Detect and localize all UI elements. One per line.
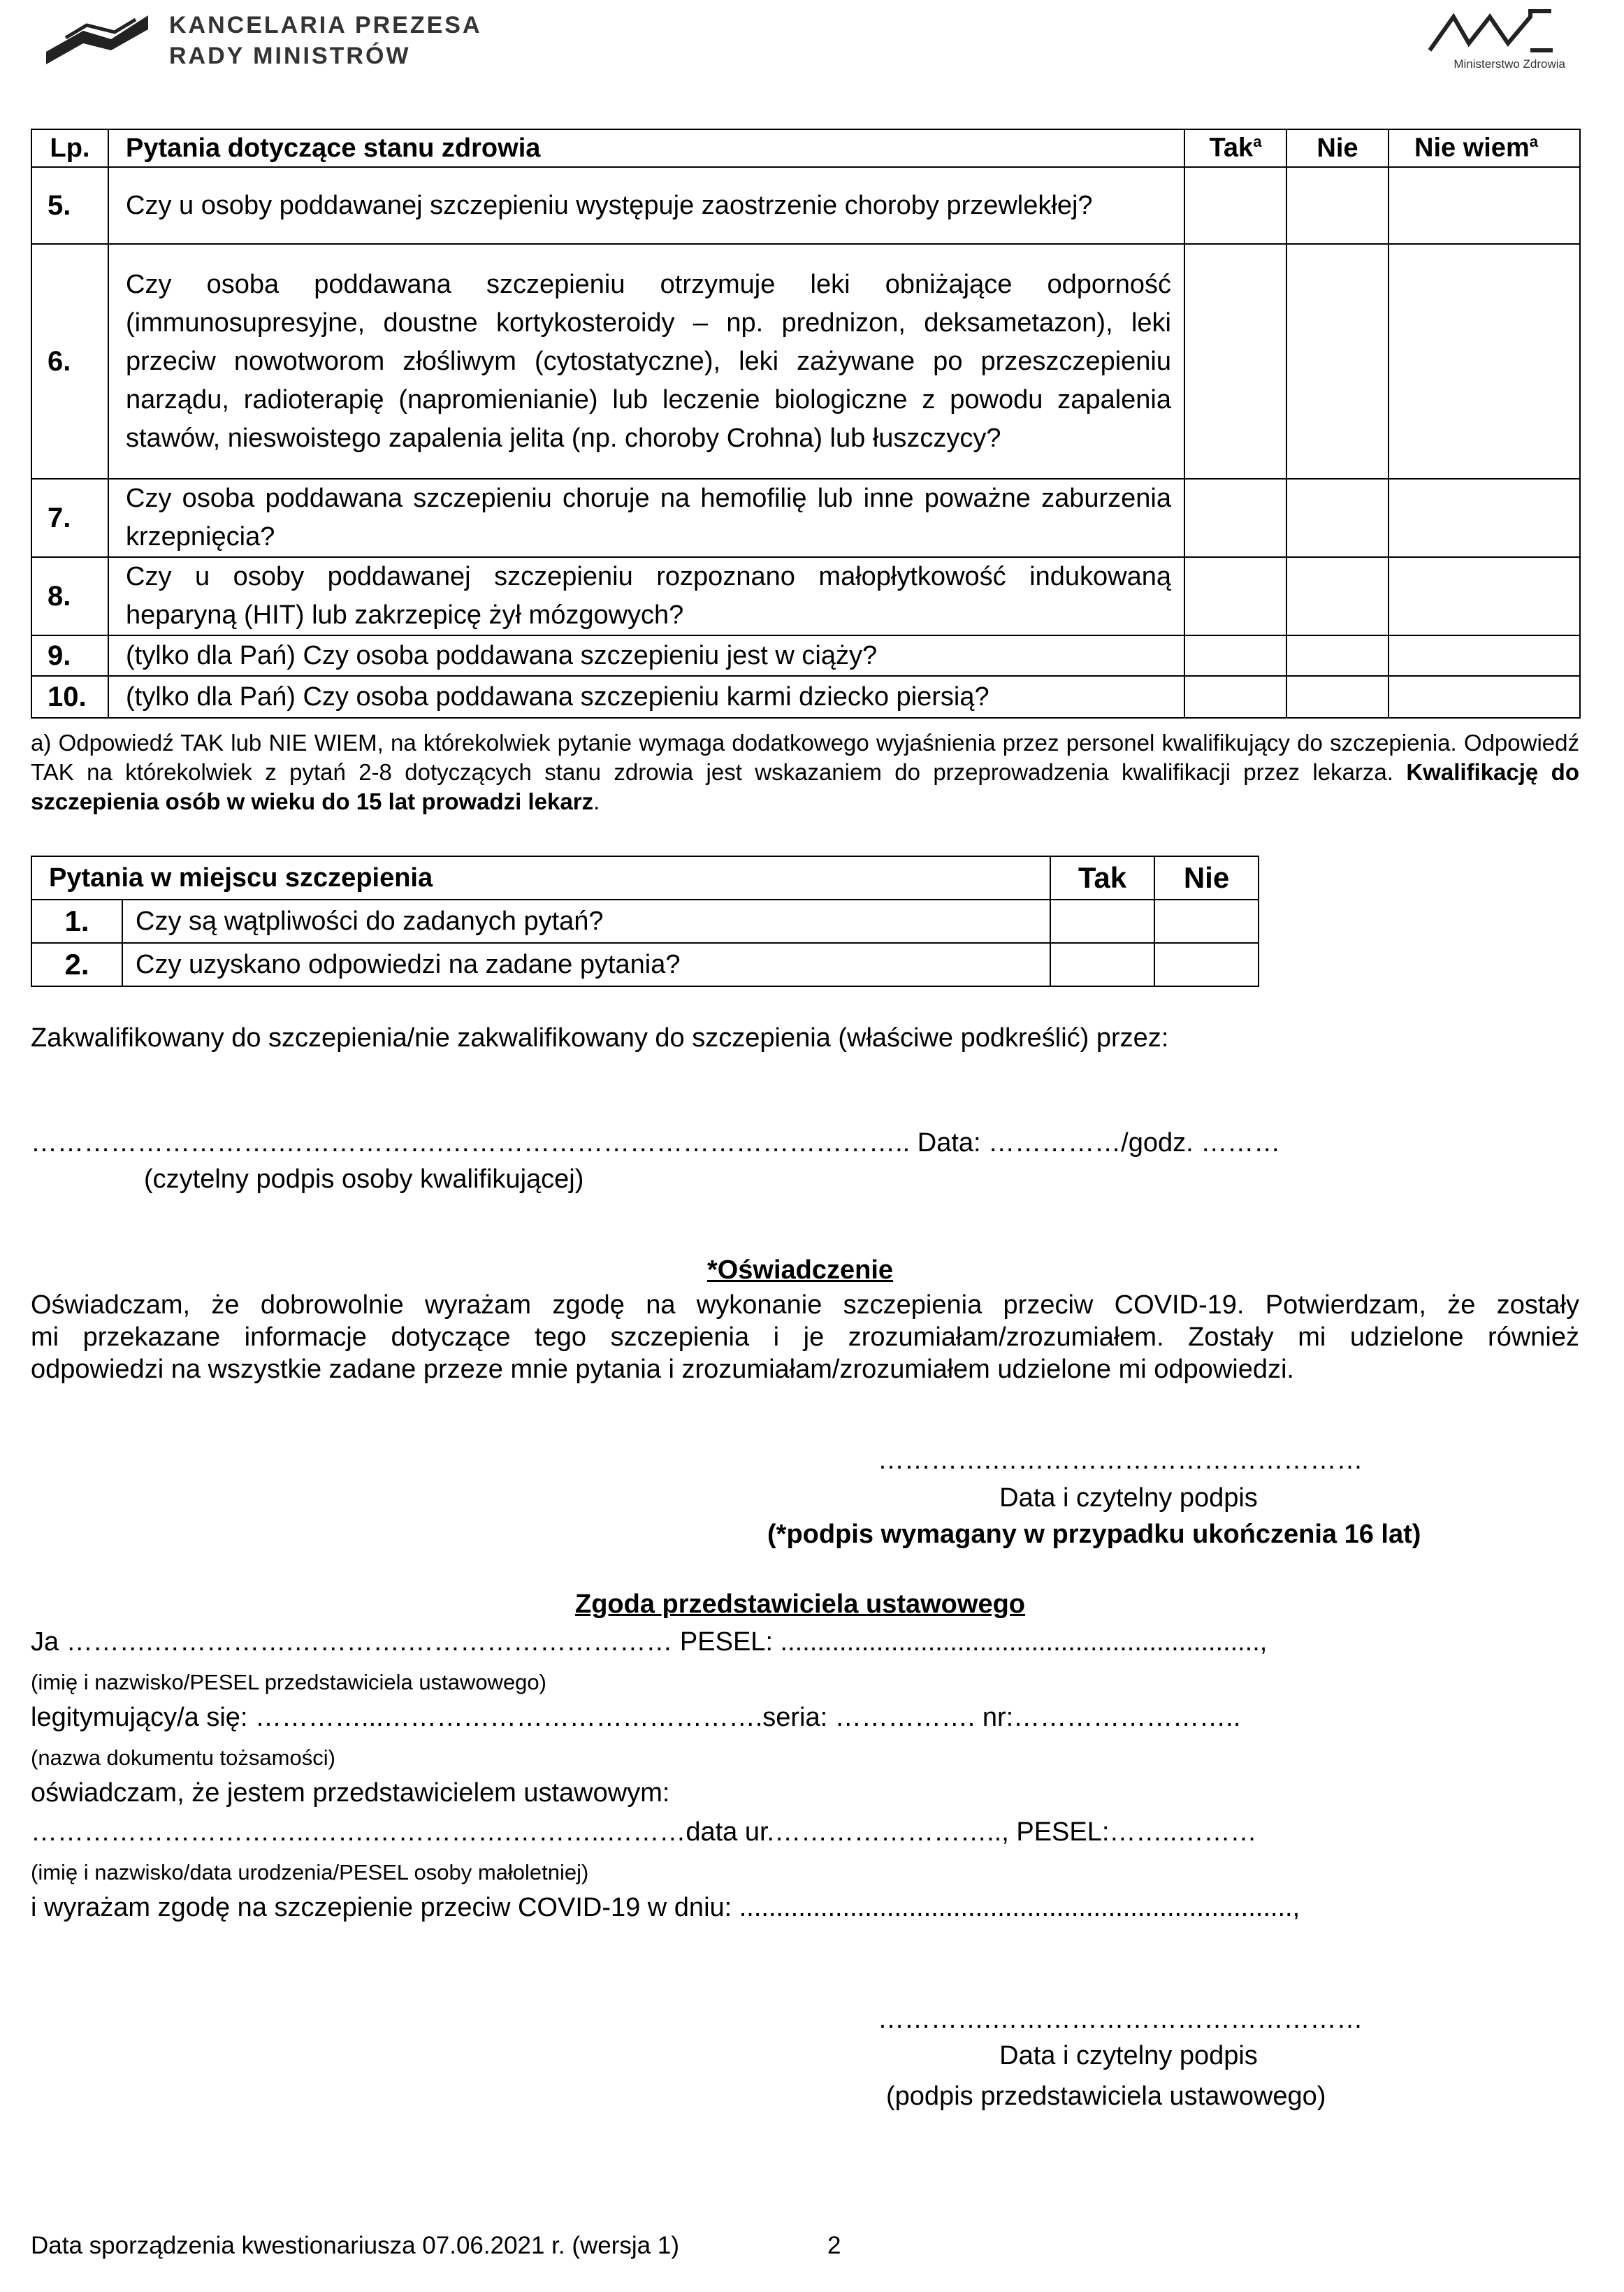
qualification-line: Zakwalifikowany do szczepienia/nie zakwalifikowany do szczepienia (właściwe podkreślić) przez:	[31, 1023, 1169, 1053]
table-row	[31, 635, 1580, 676]
answer-dont-know-cell[interactable]	[1389, 244, 1580, 479]
question-text: (tylko dla Pań) Czy osoba poddawana szczepieniu karmi dziecko piersią?	[108, 676, 1184, 718]
footnote-marker: a	[1529, 133, 1538, 151]
guardian-caption-document: (nazwa dokumentu tożsamości)	[31, 1745, 335, 1770]
col-header-yes	[1184, 129, 1286, 167]
question-text: Czy osoba poddawana szczepieniu otrzymuje leki obniżające odporność (immunosupresyjne, doustne kortykosteroidy – np. prednizon, deksametazon), leki przeciw nowotworom złośliwym (cytostatyczne), leki zażywane po przeszczepieniu narządu, radioterapię (napromienianie) lub leczenie biologiczne z powodu zapalenia stawów, nieswoistego zapalenia jelita (np. choroby Crohna) lub łuszczycy?	[108, 244, 1184, 479]
answer-no-cell[interactable]	[1286, 167, 1389, 244]
answer-no-cell[interactable]	[1286, 479, 1389, 557]
guardian-caption-name-pesel: (imię i nazwisko/PESEL przedstawiciela ustawowego)	[31, 1670, 546, 1694]
question-text: Czy u osoby poddawanej szczepieniu rozpoznano małopłytkowość indukowaną heparyną (HIT) lub zakrzepicę żył mózgowych?	[108, 557, 1184, 635]
guardian-signature-caption-2: (podpis przedstawiciela ustawowego)	[886, 2082, 1326, 2111]
site-questions-table	[31, 856, 1259, 987]
footer-text: Data sporządzenia kwestionariusza 07.06.2021 r. (wersja 1)	[31, 2232, 679, 2259]
declaration-note: (*podpis wymagany w przypadku ukończenia 16 lat)	[767, 1520, 1421, 1549]
table-row	[31, 557, 1580, 635]
col-header-no: Lp.	[31, 129, 108, 167]
guardian-consent-line[interactable]: i wyrażam zgodę na szczepienie przeciw COVID-19 w dniu: ...........................................................................,	[31, 1893, 1300, 1922]
ministry-name: Ministerstwo Zdrowia	[1453, 57, 1565, 71]
question-text: Czy osoba poddawana szczepieniu choruje na hemofilię lub inne poważne zaburzenia krzepnięcia?	[108, 479, 1184, 557]
declaration-text	[31, 1289, 1579, 1385]
row-number: 9.	[31, 635, 108, 676]
footnote-end: .	[593, 788, 600, 814]
answer-yes-cell[interactable]	[1184, 244, 1286, 479]
table-header-row	[31, 129, 1580, 167]
table-row	[31, 167, 1580, 244]
answer-dont-know-cell[interactable]	[1389, 557, 1580, 635]
answer-yes-cell[interactable]	[1050, 900, 1154, 943]
answer-no-cell[interactable]	[1154, 900, 1259, 943]
table-row	[31, 244, 1580, 479]
kprm-line-1: KANCELARIA PREZESA	[169, 12, 482, 38]
answer-yes-cell[interactable]	[1184, 676, 1286, 718]
answer-no-cell[interactable]	[1286, 244, 1389, 479]
col-header-no-answer: Nie	[1286, 129, 1389, 167]
declaration-line-3: odpowiedzi na wszystkie zadane przeze mnie pytania i zrozumiałam/zrozumiałem udzielone mi odpowiedzi.	[31, 1355, 1294, 1384]
table-row	[31, 900, 1259, 943]
question-text: (tylko dla Pań) Czy osoba poddawana szczepieniu jest w ciąży?	[108, 635, 1184, 676]
guardian-signature-caption: Data i czytelny podpis	[999, 2041, 1258, 2070]
guardian-title: Zgoda przedstawiciela ustawowego	[574, 1590, 1025, 1619]
row-number: 5.	[31, 167, 108, 244]
answer-no-cell[interactable]	[1286, 676, 1389, 718]
guardian-caption-minor: (imię i nazwisko/data urodzenia/PESEL osoby małoletniej)	[31, 1860, 589, 1884]
answer-dont-know-cell[interactable]	[1389, 479, 1580, 557]
col-header-dont-know	[1389, 129, 1580, 167]
qualification-signature-caption: (czytelny podpis osoby kwalifikującej)	[144, 1165, 584, 1194]
question-text: Czy są wątpliwości do zadanych pytań?	[122, 900, 1050, 943]
guardian-signature-dots[interactable]: ………….……………………………………	[878, 2005, 1363, 2034]
col-yes-label: Tak	[1209, 133, 1254, 163]
declaration-signature-dots[interactable]: ………….……………………………………	[878, 1446, 1363, 1475]
footnote-marker: a	[1253, 133, 1262, 151]
row-number: 1.	[31, 900, 122, 943]
guardian-statement: oświadczam, że jestem przedstawicielem ustawowym:	[31, 1778, 670, 1808]
declaration-signature-caption: Data i czytelny podpis	[999, 1483, 1258, 1513]
table-row	[31, 943, 1259, 986]
guardian-line-minor[interactable]: …………………………..…….…………….………..………data ur.…………………….., PESEL:……..………	[31, 1817, 1257, 1847]
declaration-title: *Oświadczenie	[706, 1255, 894, 1285]
answer-yes-cell[interactable]	[1184, 479, 1286, 557]
answer-dont-know-cell[interactable]	[1389, 635, 1580, 676]
col-header-yes: Tak	[1050, 856, 1154, 900]
answer-dont-know-cell[interactable]	[1389, 167, 1580, 244]
answer-no-cell[interactable]	[1154, 943, 1259, 986]
answer-yes-cell[interactable]	[1184, 557, 1286, 635]
answer-dont-know-cell[interactable]	[1389, 676, 1580, 718]
table-row	[31, 676, 1580, 718]
site-header: Pytania w miejscu szczepienia	[31, 856, 1050, 900]
row-number: 8.	[31, 557, 108, 635]
footnote-bold: Kwalifikację do szczepienia osób w wieku do 15 lat prowadzi lekarz	[31, 759, 1579, 814]
answer-no-cell[interactable]	[1286, 635, 1389, 676]
answer-yes-cell[interactable]	[1050, 943, 1154, 986]
footnote	[31, 728, 1579, 816]
mz-logo	[1426, 7, 1558, 56]
table-header-row	[31, 856, 1259, 900]
declaration-line-1: Oświadczam, że dobrowolnie wyrażam zgodę na wykonanie szczepienia przeciw COVID-19. Potwierdzam, że zostały	[31, 1290, 1579, 1320]
col-header-question: Pytania dotyczące stanu zdrowia	[108, 129, 1184, 167]
guardian-line-name-pesel[interactable]: Ja ……….…………….………….………………………… PESEL: .................................................................,	[31, 1627, 1268, 1657]
row-number: 2.	[31, 943, 122, 986]
col-header-no: Nie	[1154, 856, 1259, 900]
question-text: Czy uzyskano odpowiedzi na zadane pytania?	[122, 943, 1050, 986]
row-number: 10.	[31, 676, 108, 718]
qualification-signature-line[interactable]: ……………………….……………….…………………………………………….. Data: ……………/godz. ………	[31, 1128, 1281, 1158]
answer-yes-cell[interactable]	[1184, 635, 1286, 676]
row-number: 7.	[31, 479, 108, 557]
kprm-name	[169, 10, 482, 71]
page-number: 2	[827, 2232, 841, 2259]
row-number: 6.	[31, 244, 108, 479]
answer-no-cell[interactable]	[1286, 557, 1389, 635]
col-dont-know-label: Nie wiem	[1414, 133, 1530, 163]
guardian-line-document[interactable]: legitymujący/a się: …………...…………………………………….seria: ……………. nr:……………………..	[31, 1703, 1241, 1732]
question-text: Czy u osoby poddawanej szczepieniu występuje zaostrzenie choroby przewlekłej?	[108, 167, 1184, 244]
table-row	[31, 479, 1580, 557]
kprm-line-2: RADY MINISTRÓW	[169, 43, 411, 69]
declaration-line-2: mi przekazane informacje dotyczące tego szczepienia i je zrozumiałam/zrozumiałem. Zostały mi udzielone również	[31, 1322, 1579, 1352]
footnote-text: a) Odpowiedź TAK lub NIE WIEM, na którekolwiek pytanie wymaga dodatkowego wyjaśnienia przez personel kwalifikujący do szczepienia. Odpowiedź TAK na którekolwiek z pytań 2-8 dotyczących stanu zdrowia jest wskazaniem do przeprowadzenia kwalifikacji przez lekarza.	[31, 730, 1579, 785]
kprm-logo	[45, 10, 150, 67]
health-questions-table	[31, 129, 1581, 719]
answer-yes-cell[interactable]	[1184, 167, 1286, 244]
